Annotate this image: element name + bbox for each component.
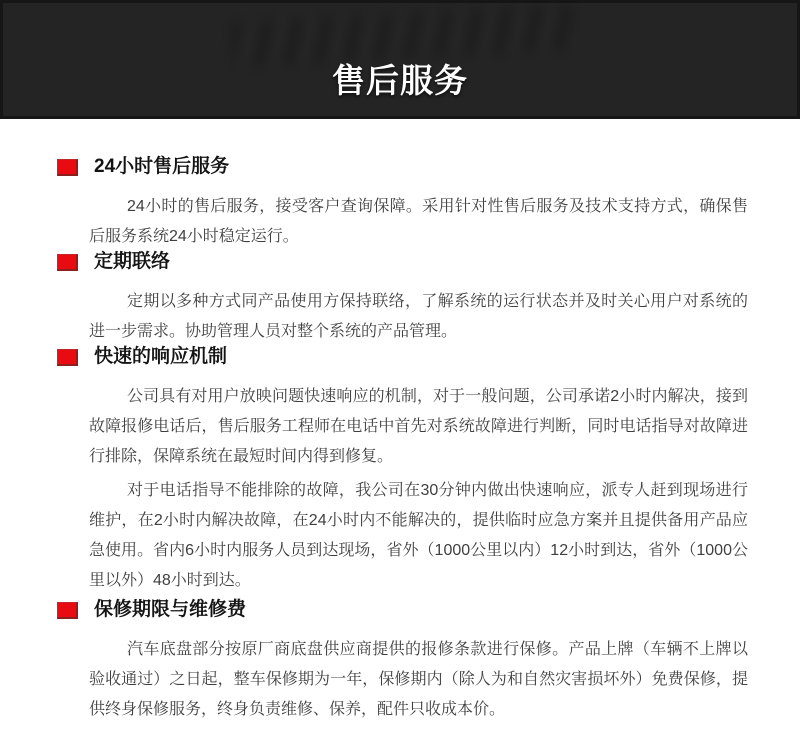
- paragraph: 汽车底盘部分按原厂商底盘供应商提供的报修条款进行保修。产品上牌（车辆不上牌以验收通过）之日起，整车保修期为一年，保修期内（除人为和自然灾害损坏外）免费保修，提供终身保修服务，终身负责维修、保养，配件只收成本价。: [89, 641, 748, 718]
- heading-row: [57, 600, 748, 620]
- heading-row: [57, 157, 748, 177]
- section-title: 定期联络: [94, 251, 171, 272]
- section-title: 快速的响应机制: [94, 346, 228, 367]
- content: [0, 119, 800, 725]
- paragraph: 公司具有对用户放映问题快速响应的机制，对于一般问题，公司承诺2小时内解决，接到故障报修电话后，售后服务工程师在电话中首先对系统故障进行判断，同时电话指导对故障进行排除，保障系统在最短时间内得到修复。: [89, 388, 748, 465]
- section-24h-service: [57, 157, 748, 252]
- paragraph: 对于电话指导不能排除的故障，我公司在30分钟内做出快速响应，派专人赶到现场进行维护，在2小时内解决故障，在24小时内不能解决的，提供临时应急方案并且提供备用产品应急使用。省内6小时内服务人员到达现场，省外（1000公里以内）12小时到达，省外（1000公里以外）48小时到达。: [89, 482, 748, 589]
- page-header: [0, 0, 800, 119]
- red-square-bullet-icon: [57, 254, 78, 271]
- red-square-bullet-icon: [57, 159, 78, 176]
- section-title: 24小时售后服务: [94, 156, 230, 177]
- section-regular-contact: [57, 252, 748, 347]
- page-title: 售后服务: [332, 62, 468, 99]
- red-square-bullet-icon: [57, 602, 78, 619]
- paragraph: 定期以多种方式同产品使用方保持联络，了解系统的运行状态并及时关心用户对系统的进一步需求。协助管理人员对整个系统的产品管理。: [89, 293, 748, 340]
- heading-row: [57, 347, 748, 367]
- paragraph: 24小时的售后服务，接受客户查询保障。采用针对性售后服务及技术支持方式，确保售后服务系统24小时稳定运行。: [89, 198, 748, 245]
- section-title: 保修期限与维修费: [94, 599, 247, 620]
- heading-row: [57, 252, 748, 272]
- section-warranty: [57, 600, 748, 725]
- red-square-bullet-icon: [57, 349, 78, 366]
- section-fast-response: [57, 347, 748, 596]
